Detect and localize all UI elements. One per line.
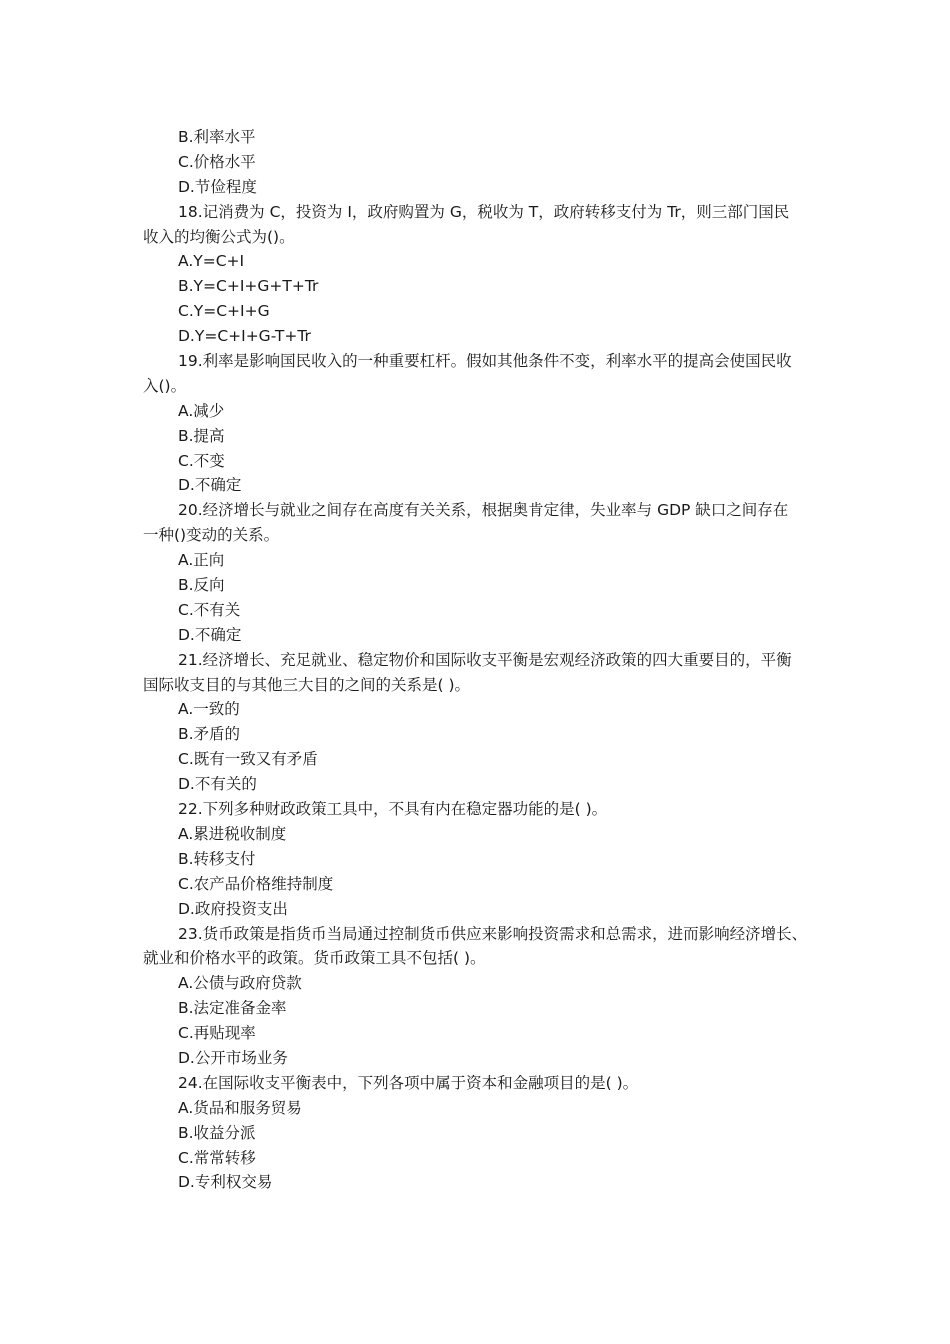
question-23-text: 23.货币政策是指货币当局通过控制货币供应来影响投资需求和总需求，进而影响经济增长、 — [178, 924, 808, 943]
option-line: C.不有关 — [178, 600, 241, 619]
option-line: A.减少 — [178, 401, 225, 420]
option-line: D.不有关的 — [178, 775, 257, 794]
option-line: A.公债与政府贷款 — [178, 974, 302, 993]
option-line: B.收益分派 — [178, 1123, 256, 1142]
option-line: C.既有一致又有矛盾 — [178, 750, 318, 769]
question-19-text: 19.利率是影响国民收入的一种重要杠杆。假如其他条件不变，利率水平的提高会使国民收 — [178, 352, 792, 371]
option-line: B.Y=C+I+G+T+Tr — [178, 277, 319, 296]
option-line: D.不确定 — [178, 625, 242, 644]
option-line: C.价格水平 — [178, 152, 256, 171]
option-line: A.正向 — [178, 551, 225, 570]
question-23-text-cont: 就业和价格水平的政策。货币政策工具不包括( )。 — [143, 949, 486, 968]
option-line: B.利率水平 — [178, 128, 256, 146]
question-24-text: 24.在国际收支平衡表中，下列各项中属于资本和金融项目的是( )。 — [178, 1073, 639, 1092]
question-21-text: 21.经济增长、充足就业、稳定物价和国际收支平衡是宏观经济政策的四大重要目的，平衡 — [178, 650, 792, 669]
option-line: C.常常转移 — [178, 1148, 256, 1167]
option-line: D.公开市场业务 — [178, 1048, 288, 1067]
option-line: C.Y=C+I+G — [178, 302, 270, 321]
option-line: B.转移支付 — [178, 849, 256, 868]
option-line: D.政府投资支出 — [178, 899, 288, 918]
option-line: A.货品和服务贸易 — [178, 1098, 302, 1117]
option-line: D.Y=C+I+G-T+Tr — [178, 327, 311, 346]
question-18-text-cont: 收入的均衡公式为()。 — [143, 227, 295, 246]
option-line: D.节俭程度 — [178, 177, 257, 196]
option-line: B.法定准备金率 — [178, 999, 287, 1018]
option-line: C.不变 — [178, 451, 225, 470]
question-22-text: 22.下列多种财政政策工具中，不具有内在稳定器功能的是( )。 — [178, 800, 608, 819]
question-20-text: 20.经济增长与就业之间存在高度有关关系，根据奥肯定律，失业率与 GDP 缺口之间存在 — [178, 501, 789, 520]
option-line: A.Y=C+I — [178, 252, 245, 271]
question-18-text: 18.记消费为 C，投资为 I，政府购置为 G，税收为 T，政府转移支付为 Tr，则三部门国民 — [178, 202, 790, 221]
question-19-text-cont: 入()。 — [143, 376, 187, 395]
option-line: B.反向 — [178, 576, 225, 595]
option-line: D.专利权交易 — [178, 1173, 273, 1192]
document-body — [143, 125, 823, 1195]
question-21-text-cont: 国际收支目的与其他三大目的之间的关系是( )。 — [143, 675, 471, 694]
option-line: D.不确定 — [178, 476, 242, 495]
option-line: A.累进税收制度 — [178, 824, 287, 843]
question-20-text-cont: 一种()变动的关系。 — [143, 526, 280, 545]
option-line: B.提高 — [178, 426, 225, 445]
option-line: C.农产品价格维持制度 — [178, 874, 334, 893]
option-line: B.矛盾的 — [178, 725, 241, 744]
option-line: C.再贴现率 — [178, 1024, 256, 1043]
option-line: A.一致的 — [178, 700, 240, 719]
